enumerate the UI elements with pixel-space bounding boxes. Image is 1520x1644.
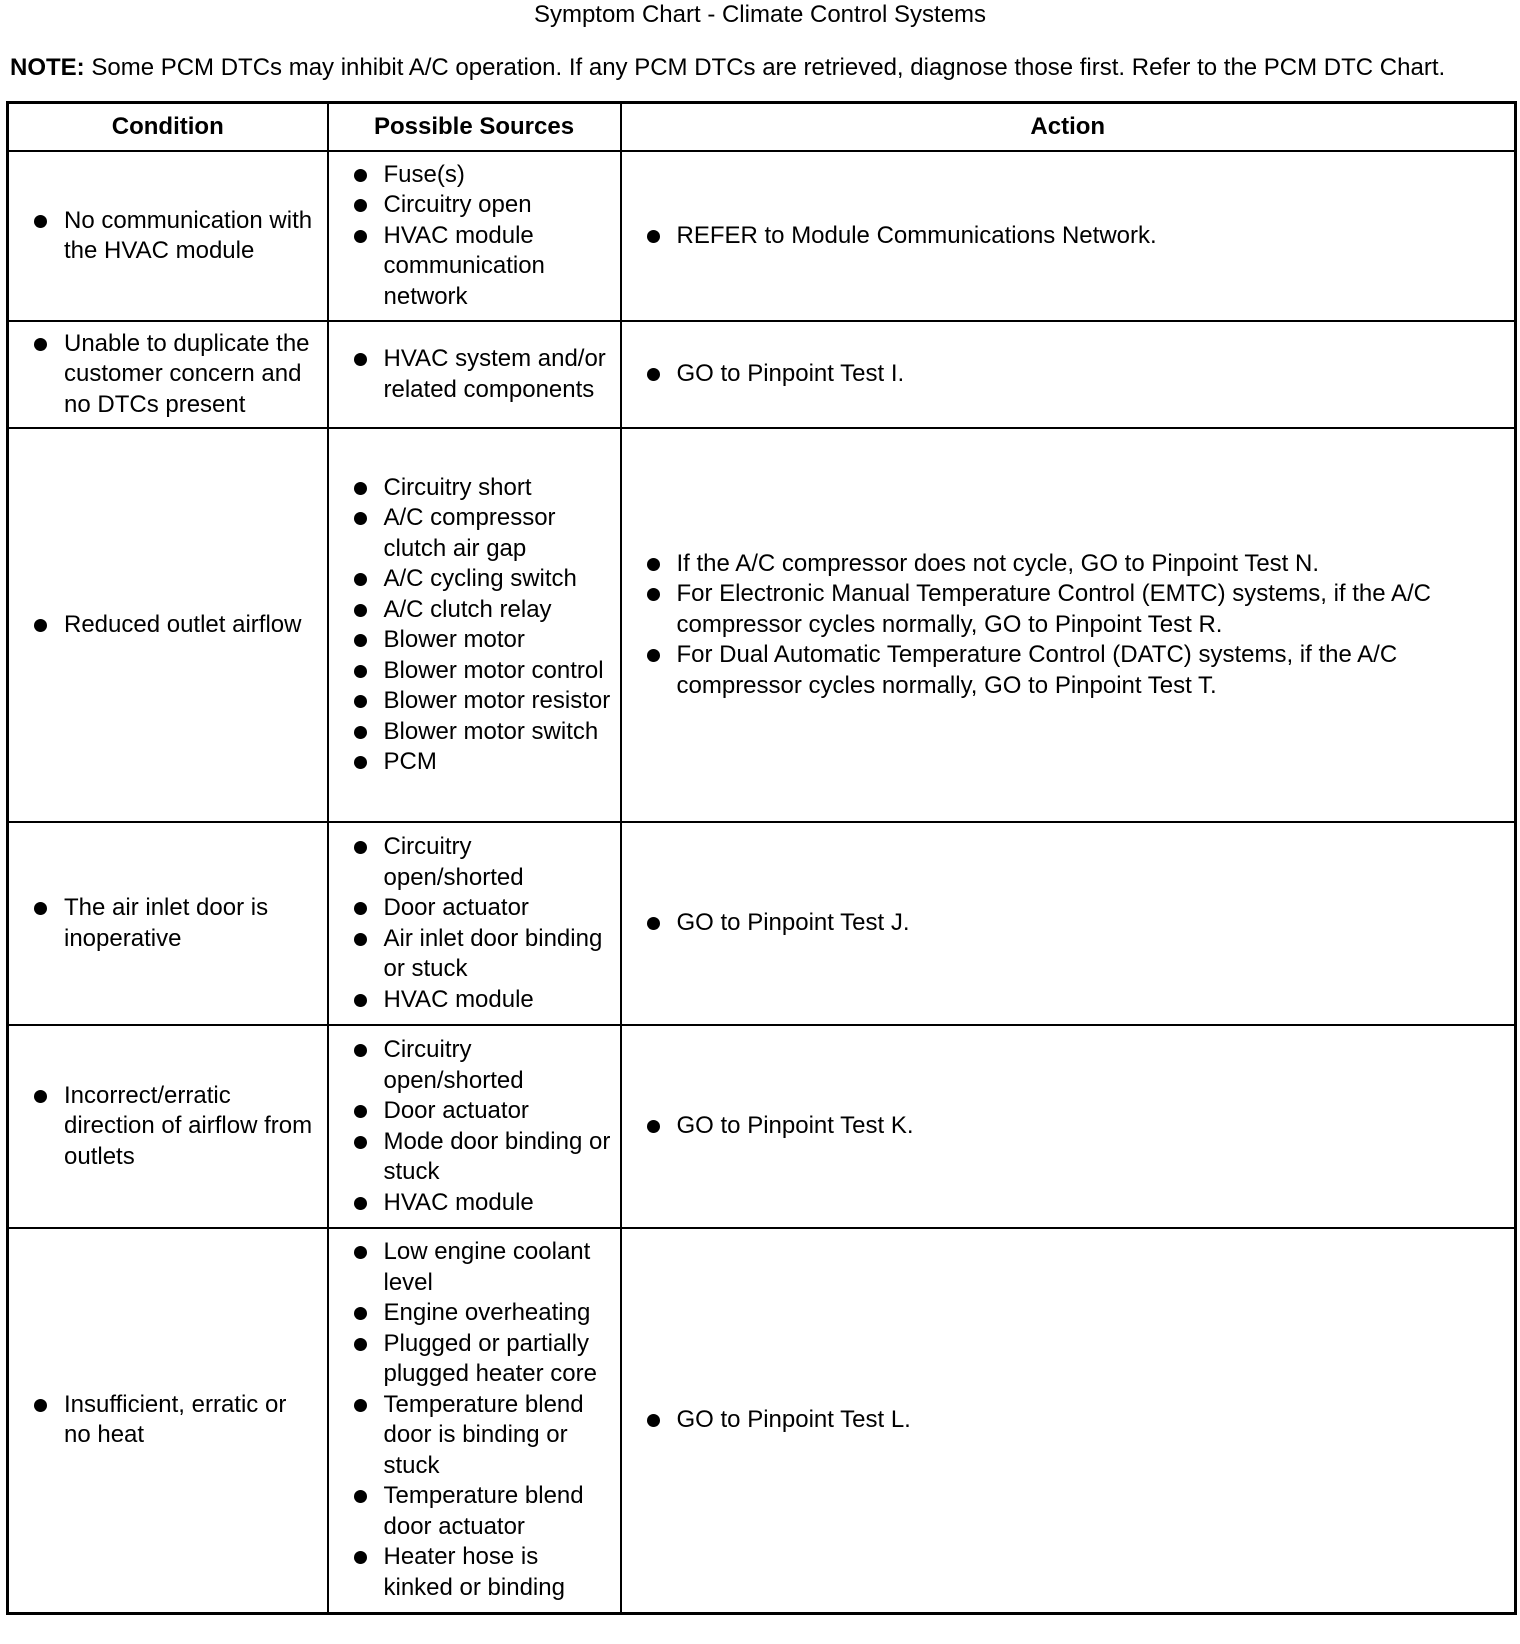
condition-cell [8,428,328,822]
source-item: Blower motor switch [351,717,612,748]
sources-cell [328,428,621,822]
source-item: HVAC system and/or related components [351,344,612,405]
table-body [8,151,1516,1613]
source-item: Fuse(s) [351,160,612,191]
source-item: Temperature blend door actuator [351,1481,612,1542]
table-row [8,151,1516,321]
source-item: Engine overheating [351,1298,612,1329]
action-cell [621,822,1516,1025]
source-item: HVAC module [351,985,612,1016]
source-item: Circuitry open/shorted [351,1035,612,1096]
source-item: HVAC module communication network [351,221,612,313]
condition-list [31,893,319,954]
condition-cell [8,1228,328,1613]
note-text: Some PCM DTCs may inhibit A/C operation. If any PCM DTCs are retrieved, diagnose those first. Refer to the PCM DTC Chart. [84,54,1446,81]
source-item: Heater hose is kinked or binding [351,1542,612,1603]
action-list [644,549,1507,702]
source-item: Mode door binding or stuck [351,1127,612,1188]
header-condition: Condition [8,103,328,152]
sources-list [351,1237,612,1603]
sources-cell [328,1228,621,1613]
action-item: For Dual Automatic Temperature Control (DATC) systems, if the A/C compressor cycles normally, GO to Pinpoint Test T. [644,640,1507,701]
table-row [8,1228,1516,1613]
source-item: Temperature blend door is binding or stuck [351,1390,612,1482]
source-item: Circuitry open [351,190,612,221]
note [10,52,1510,84]
action-cell [621,321,1516,428]
sources-list [351,344,612,405]
action-cell [621,151,1516,321]
source-item: Circuitry short [351,473,612,504]
header-row [8,103,1516,152]
condition-text: Unable to duplicate the customer concern and no DTCs present [31,329,319,421]
action-list [644,221,1507,252]
source-item: Blower motor control [351,656,612,687]
action-item: REFER to Module Communications Network. [644,221,1507,252]
action-list [644,1405,1507,1436]
condition-text: No communication with the HVAC module [31,206,319,267]
header-action: Action [621,103,1516,152]
source-item: Circuitry open/shorted [351,832,612,893]
action-list [644,1111,1507,1142]
source-item: Air inlet door binding or stuck [351,924,612,985]
condition-list [31,1390,319,1451]
source-item: HVAC module [351,1188,612,1219]
condition-text: The air inlet door is inoperative [31,893,319,954]
source-item: Door actuator [351,1096,612,1127]
table-row [8,321,1516,428]
source-item: Blower motor [351,625,612,656]
table-row [8,822,1516,1025]
condition-text: Incorrect/erratic direction of airflow from outlets [31,1081,319,1173]
table-row [8,428,1516,822]
sources-list [351,832,612,1015]
action-list [644,908,1507,939]
sources-cell [328,822,621,1025]
sources-list [351,473,612,778]
condition-cell [8,1025,328,1228]
action-item: GO to Pinpoint Test L. [644,1405,1507,1436]
source-item: A/C compressor clutch air gap [351,503,612,564]
action-item: GO to Pinpoint Test K. [644,1111,1507,1142]
condition-list [31,1081,319,1173]
condition-cell [8,151,328,321]
action-item: If the A/C compressor does not cycle, GO to Pinpoint Test N. [644,549,1507,580]
source-item: PCM [351,747,612,778]
source-item: A/C clutch relay [351,595,612,626]
sources-list [351,1035,612,1218]
symptom-chart-table [6,101,1517,1615]
sources-cell [328,1025,621,1228]
source-item: Low engine coolant level [351,1237,612,1298]
action-cell [621,1025,1516,1228]
sources-list [351,160,612,313]
action-item: GO to Pinpoint Test J. [644,908,1507,939]
action-cell [621,428,1516,822]
source-item: Door actuator [351,893,612,924]
note-label: NOTE: [10,54,85,81]
action-list [644,359,1507,390]
source-item: Plugged or partially plugged heater core [351,1329,612,1390]
page-title: Symptom Chart - Climate Control Systems [533,1,987,28]
condition-cell [8,321,328,428]
sources-cell [328,321,621,428]
action-cell [621,1228,1516,1613]
table-row [8,1025,1516,1228]
condition-text: Reduced outlet airflow [31,610,319,641]
sources-cell [328,151,621,321]
condition-text: Insufficient, erratic or no heat [31,1390,319,1451]
condition-list [31,206,319,267]
source-item: Blower motor resistor [351,686,612,717]
action-item: For Electronic Manual Temperature Control (EMTC) systems, if the A/C compressor cycles normally, GO to Pinpoint Test R. [644,579,1507,640]
source-item: A/C cycling switch [351,564,612,595]
condition-list [31,610,319,641]
header-possible-sources: Possible Sources [328,103,621,152]
condition-cell [8,822,328,1025]
condition-list [31,329,319,421]
action-item: GO to Pinpoint Test I. [644,359,1507,390]
